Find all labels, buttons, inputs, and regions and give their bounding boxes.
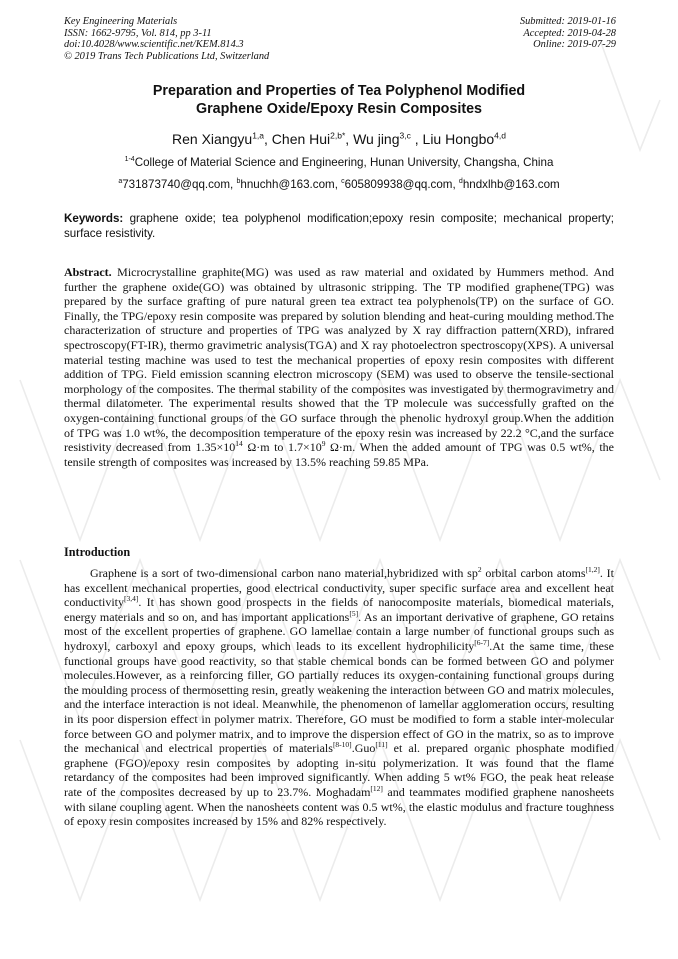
citation-ref: [5]	[349, 608, 359, 618]
title-line-2: Graphene Oxide/Epoxy Resin Composites	[195, 101, 482, 117]
affiliation-sup: 1-4	[124, 156, 135, 164]
citation-ref: [3,4]	[124, 594, 139, 604]
author-sup: 4,d	[494, 130, 506, 141]
submitted-date: Submitted: 2019-01-16	[519, 16, 616, 27]
email-sup: a	[118, 178, 123, 186]
keywords-label: Keywords:	[64, 212, 124, 225]
intro-text: and teammates modified graphene nanosheets with silane coupling agent. When the nanosheets content was 0.5 wt%, the elastic modulus and fracture toughness of epoxy resin composites increased by 15% and 82% respectively.	[64, 784, 614, 829]
abstract-text: Microcrystalline graphite(MG) was used as raw material and oxidated by Hummers method. And further the graphene oxide(GO) was obtained by ultrasonic stripping. The TP modified graphene(TPG) was prepared by the surface grafting of pure natural green tea extract tea polyphenols(TP) on the surface of GO. Finally, the TPG/epoxy resin composite was prepared by solution blending and heat-curing moulding method.The characterization of structure and properties of TPG was analyzed by X ray diffraction pattern(XRD), infrared spectroscopy(FT-IR), thermo gravimetric analysis(TGA) and X ray photoelectron spectroscopy(XPS). A universal material testing machine was used to test the mechanical properties of epoxy resin composites with different addition of TPG. Field emission scanning electron microscopy (SEM) was used to observe the tensile-sectional morphology of the composites. The thermal stability of the composites was investigated by thermogravimetry and thermal dilatometer. The experimental results showed that the TP molecule was successfully grafted on the oxygen-containing functional groups of the GO surface through the phenolic hydroxyl group.When the addition of TPG was 1.0 wt%, the decomposition temperature of the epoxy resin was increased by 22.2 °C,and the surface resistivity decreased from 1.35×10	[64, 265, 614, 455]
author-name: Ren Xiangyu	[172, 131, 253, 147]
intro-text: orbital carbon atoms	[481, 566, 586, 580]
citation-ref: [12]	[370, 783, 383, 793]
abstract-text: Ω·m to 1.7×10	[242, 440, 322, 455]
citation-ref: [8-10]	[332, 740, 352, 750]
author-list: Ren Xiangyu$^{1,a}$, Chen Hui$^{2,b*}$, Wu jing$^{3,c}$ , Liu Hongbo$^{4,d}$	[172, 130, 506, 147]
intro-text: .Guo	[351, 741, 376, 756]
email-sup: d	[458, 178, 463, 186]
online-date: Online: 2019-07-29	[533, 39, 616, 50]
email-list: $^a$731873740@qq.com, $^b$hnuchh@163.com, $^c$605809938@qq.com, $^d$hndxlhb@163.com	[118, 178, 560, 191]
paper-title	[40, 82, 638, 118]
abstract-exponent: 9	[321, 439, 326, 449]
citation-ref: [11]	[375, 740, 388, 750]
intro-text: . It has shown good prospects in the fields of nanocomposite materials, biomedical materials, energy materials and so on, and has important applications	[64, 595, 614, 624]
email-sup: c	[341, 178, 345, 186]
abstract-exponent: 14	[235, 439, 243, 449]
email-sup: b	[236, 178, 241, 186]
intro-superscript: 2	[477, 565, 482, 574]
intro-text: et al. prepared organic phosphate modified graphene (FGO)/epoxy resin composites by adopting in-situ polymerization. It was found that the flame retardancy of the composites had been improved significantly. When adding 5 wt% FGO, the peak heat release rate of the composites decreased by up to 23.7%. Moghadam	[64, 741, 614, 799]
accepted-date: Accepted: 2019-04-28	[523, 27, 616, 39]
author-name: Chen Hui	[271, 131, 331, 147]
section-heading-introduction: Introduction	[64, 545, 131, 559]
citation-ref: [6-7]	[474, 637, 490, 647]
author-sup: 2,b*	[330, 130, 346, 141]
author-sup: 3,c	[399, 130, 411, 141]
email-address[interactable]: 605809938@qq.com	[344, 178, 453, 191]
author-sup: 1,a	[252, 130, 265, 141]
abstract	[64, 265, 614, 469]
intro-text: Graphene is a sort of two-dimensional carbon nano material,hybridized with sp	[90, 566, 478, 580]
email-address[interactable]: hndxlhb@163.com	[462, 178, 560, 191]
affiliation	[0, 156, 678, 170]
introduction-paragraph	[64, 566, 614, 829]
keywords	[64, 212, 614, 241]
publication-dates	[520, 16, 616, 51]
citation-ref: [1,2]	[585, 565, 600, 574]
abstract-text: Ω·m. When the added amount of TPG was 0.5 wt%, the tensile strength of composites was increased by 13.5% reaching 59.85 MPa.	[64, 440, 614, 469]
intro-text: . It has excellent mechanical properties, good electrical conductivity, super specific surface area and excellent heat conductivity	[64, 566, 614, 610]
journal-issn: ISSN: 1662-9795, Vol. 814, pp 3-11	[64, 27, 212, 39]
author-name: Liu Hongbo	[422, 131, 495, 147]
intro-text: . As an important derivative of graphene, GO retains most of the excellent properties of graphene. GO lamellae contain a large number of functional groups such as hydroxyl, carboxyl and epoxy groups, which leads to its excellent hydrophilicity	[64, 609, 614, 653]
author-name: Wu jing	[353, 131, 400, 147]
email-address[interactable]: hnuchh@163.com	[240, 178, 335, 191]
journal-name: Key Engineering Materials	[64, 16, 178, 27]
intro-text: .At the same time, these functional groups have good reactivity, so that stable chemical bonds can be formed between GO and polymer molecules.However, as a reinforcing filler, GO partially reduces its oxygen-containing functional groups during the moulding process of thermosetting resin, greatly weakening the interaction between GO and matrix molecules, and the interface interaction is not ideal. Meanwhile, the phenomenon of lamellar agglomeration occurs, resulting in its poor dispersion effect in polymer matrix. Therefore, GO must be modified to form a stable inter-molecular force between GO and polymer matrix, and to improve the dispersion effect of GO in the matrix, so as to improve the mechanical and electrical properties of materials	[64, 638, 614, 756]
affiliation-text: College of Material Science and Engineering, Hunan University, Changsha, China	[134, 156, 554, 169]
keywords-text: graphene oxide; tea polyphenol modification;epoxy resin composite; mechanical property; surface resistivity.	[64, 212, 614, 240]
email-address[interactable]: 731873740@qq.com	[122, 178, 231, 191]
journal-info	[64, 16, 269, 62]
journal-copyright: © 2019 Trans Tech Publications Ltd, Switzerland	[64, 50, 270, 62]
journal-doi: doi:10.4028/www.scientific.net/KEM.814.3	[64, 39, 244, 50]
abstract-label: Abstract.	[64, 265, 112, 279]
title-line-1: Preparation and Properties of Tea Polyphenol Modified	[152, 83, 526, 99]
